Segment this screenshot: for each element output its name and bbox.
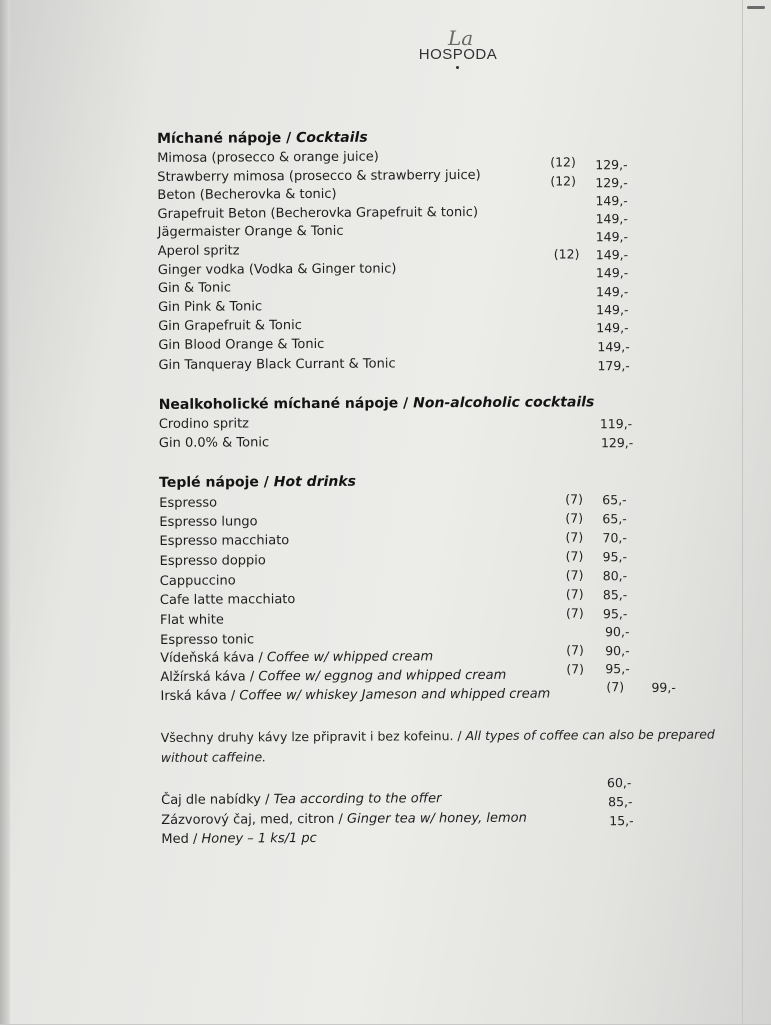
- item-name: Gin Pink & Tonic: [158, 299, 263, 315]
- item-name: Gin Tanqueray Black Currant & Tonic: [158, 356, 396, 373]
- heading-en: Cocktails: [296, 129, 368, 147]
- item-name: Cappuccino: [159, 573, 236, 589]
- menu-item: [158, 357, 395, 374]
- menu-item: [158, 281, 231, 297]
- menu-item: [160, 649, 433, 667]
- item-price: 85,-: [608, 794, 633, 810]
- menu-item: [160, 668, 506, 686]
- item-price: 70,-: [602, 530, 627, 546]
- menu-item: [159, 435, 269, 452]
- item-price: 149,-: [595, 193, 628, 209]
- item-name: Grapefruit Beton (Becherovka Grapefruit & tonic): [157, 204, 479, 222]
- item-name: Crodino spritz: [158, 416, 250, 432]
- item-price: 119,-: [599, 416, 633, 432]
- item-name-en: Tea according to the offer: [273, 791, 442, 808]
- menu-item: [158, 337, 324, 354]
- item-price: 129,-: [595, 157, 628, 173]
- item-price: 149,-: [595, 229, 629, 245]
- section-heading-hot-drinks: [159, 474, 356, 491]
- allergen-code: (7): [566, 642, 584, 658]
- item-name: Ginger vodka (Vodka & Ginger tonic): [157, 261, 397, 278]
- menu-item: [159, 533, 289, 550]
- item-name: Espresso tonic: [160, 632, 255, 648]
- menu-item: [157, 205, 478, 223]
- item-name: Espresso: [159, 495, 218, 511]
- menu-item: [161, 811, 527, 829]
- item-name-en: Honey – 1 ks/1 pc: [201, 830, 317, 847]
- item-name: Gin Blood Orange & Tonic: [158, 336, 325, 353]
- item-price: 149,-: [596, 320, 629, 336]
- decaf-note: [161, 725, 721, 768]
- item-name-en: Ginger tea w/ honey, lemon: [346, 810, 527, 827]
- item-price: 95,-: [602, 549, 628, 565]
- allergen-code: (12): [550, 154, 576, 170]
- item-price: 179,-: [597, 358, 630, 374]
- item-name: Strawberry mimosa (prosecco & strawberry juice): [157, 167, 481, 185]
- menu-item: [157, 150, 379, 167]
- menu-item: [161, 831, 317, 848]
- menu-item: [160, 687, 550, 705]
- item-price: 90,-: [605, 643, 630, 659]
- menu-item: [161, 791, 441, 809]
- logo-script: La: [448, 26, 474, 50]
- item-name: Espresso lungo: [159, 514, 258, 530]
- menu-item: [160, 553, 266, 570]
- allergen-code: (7): [565, 529, 584, 545]
- menu-item: [158, 243, 240, 259]
- heading-cz: Teplé nápoje /: [159, 474, 274, 491]
- item-price: 149,-: [595, 247, 629, 263]
- item-price: 80,-: [602, 568, 628, 584]
- menu-item: [159, 416, 249, 433]
- allergen-code: (7): [565, 491, 584, 507]
- item-name: Espresso macchiato: [159, 533, 290, 549]
- menu-item: [157, 187, 336, 204]
- menu-item: [160, 592, 296, 609]
- item-name: Espresso doppio: [159, 553, 266, 569]
- item-price: 95,-: [602, 606, 628, 622]
- item-name-cz: Čaj dle nabídky /: [161, 792, 274, 808]
- allergen-code: (7): [606, 679, 625, 695]
- allergen-code: (7): [565, 567, 584, 583]
- item-price: 149,-: [595, 284, 629, 300]
- item-name: Aperol spritz: [157, 243, 240, 259]
- note-cz: Všechny druhy kávy lze připravit i bez kofeinu. /: [160, 728, 466, 745]
- logo-word: HOSPODA: [418, 46, 498, 63]
- item-name-en: Coffee w/ whiskey Jameson and whipped cream: [239, 686, 551, 704]
- item-name-cz: Alžírská káva /: [160, 669, 259, 685]
- heading-en: Non-alcoholic cocktails: [413, 394, 595, 412]
- item-name-cz: Irská káva /: [160, 688, 240, 704]
- menu-item: [158, 299, 262, 316]
- item-price: 149,-: [595, 265, 629, 281]
- allergen-code: (12): [550, 173, 577, 189]
- allergen-code: (7): [565, 586, 584, 602]
- item-name: Jägermaister Orange & Tonic: [157, 223, 344, 240]
- menu-item: [158, 261, 397, 278]
- menu-item: [160, 613, 224, 629]
- item-price: 85,-: [602, 587, 628, 603]
- section-heading-non-alcoholic: [159, 394, 595, 413]
- item-name: Gin 0.0% & Tonic: [158, 435, 270, 451]
- allergen-code: (7): [566, 661, 585, 677]
- item-name: Mimosa (prosecco & orange juice): [157, 149, 379, 166]
- heading-cz: Míchané nápoje /: [157, 130, 297, 147]
- allergen-code: (7): [565, 605, 584, 621]
- section-heading-cocktails: [157, 130, 368, 147]
- note-en: All types of coffee can also be prepared without caffeine.: [160, 726, 715, 765]
- menu-item: [157, 168, 480, 186]
- item-price: 149,-: [597, 339, 630, 355]
- item-name: Gin Grapefruit & Tonic: [158, 318, 302, 334]
- menu-item: [158, 318, 302, 335]
- item-price: 60,-: [606, 775, 632, 791]
- allergen-code: (7): [565, 510, 584, 526]
- menu-item: [158, 224, 344, 241]
- item-price: 149,-: [595, 211, 628, 227]
- heading-cz: Nealkoholické míchané nápoje /: [158, 395, 414, 413]
- item-price: 95,-: [605, 661, 630, 677]
- item-price: 65,-: [602, 492, 627, 508]
- item-price: 129,-: [595, 175, 628, 191]
- item-price: 65,-: [602, 511, 627, 527]
- item-price: 99,-: [651, 679, 676, 695]
- item-name-en: Coffee w/ eggnog and whipped cream: [258, 667, 507, 685]
- item-name-cz: Med /: [161, 831, 202, 847]
- item-price: 90,-: [605, 624, 630, 640]
- item-price: 15,-: [609, 813, 634, 829]
- item-price: 149,-: [596, 302, 629, 318]
- menu-item: [159, 496, 217, 512]
- item-name-cz: Vídeňská káva /: [160, 650, 268, 666]
- item-price: 129,-: [600, 435, 634, 451]
- menu-item: [160, 573, 236, 589]
- item-name-en: Coffee w/ whipped cream: [266, 649, 434, 666]
- menu-item: [160, 632, 254, 649]
- allergen-code: (12): [553, 246, 580, 262]
- item-name: Cafe latte macchiato: [159, 592, 296, 608]
- allergen-code: (7): [565, 548, 584, 564]
- item-name-cz: Zázvorový čaj, med, citron /: [161, 811, 348, 828]
- heading-en: Hot drinks: [273, 473, 357, 491]
- item-name: Beton (Becherovka & tonic): [157, 186, 337, 203]
- item-name: Gin & Tonic: [157, 280, 232, 296]
- menu-item: [159, 514, 257, 531]
- item-name: Flat white: [159, 612, 224, 628]
